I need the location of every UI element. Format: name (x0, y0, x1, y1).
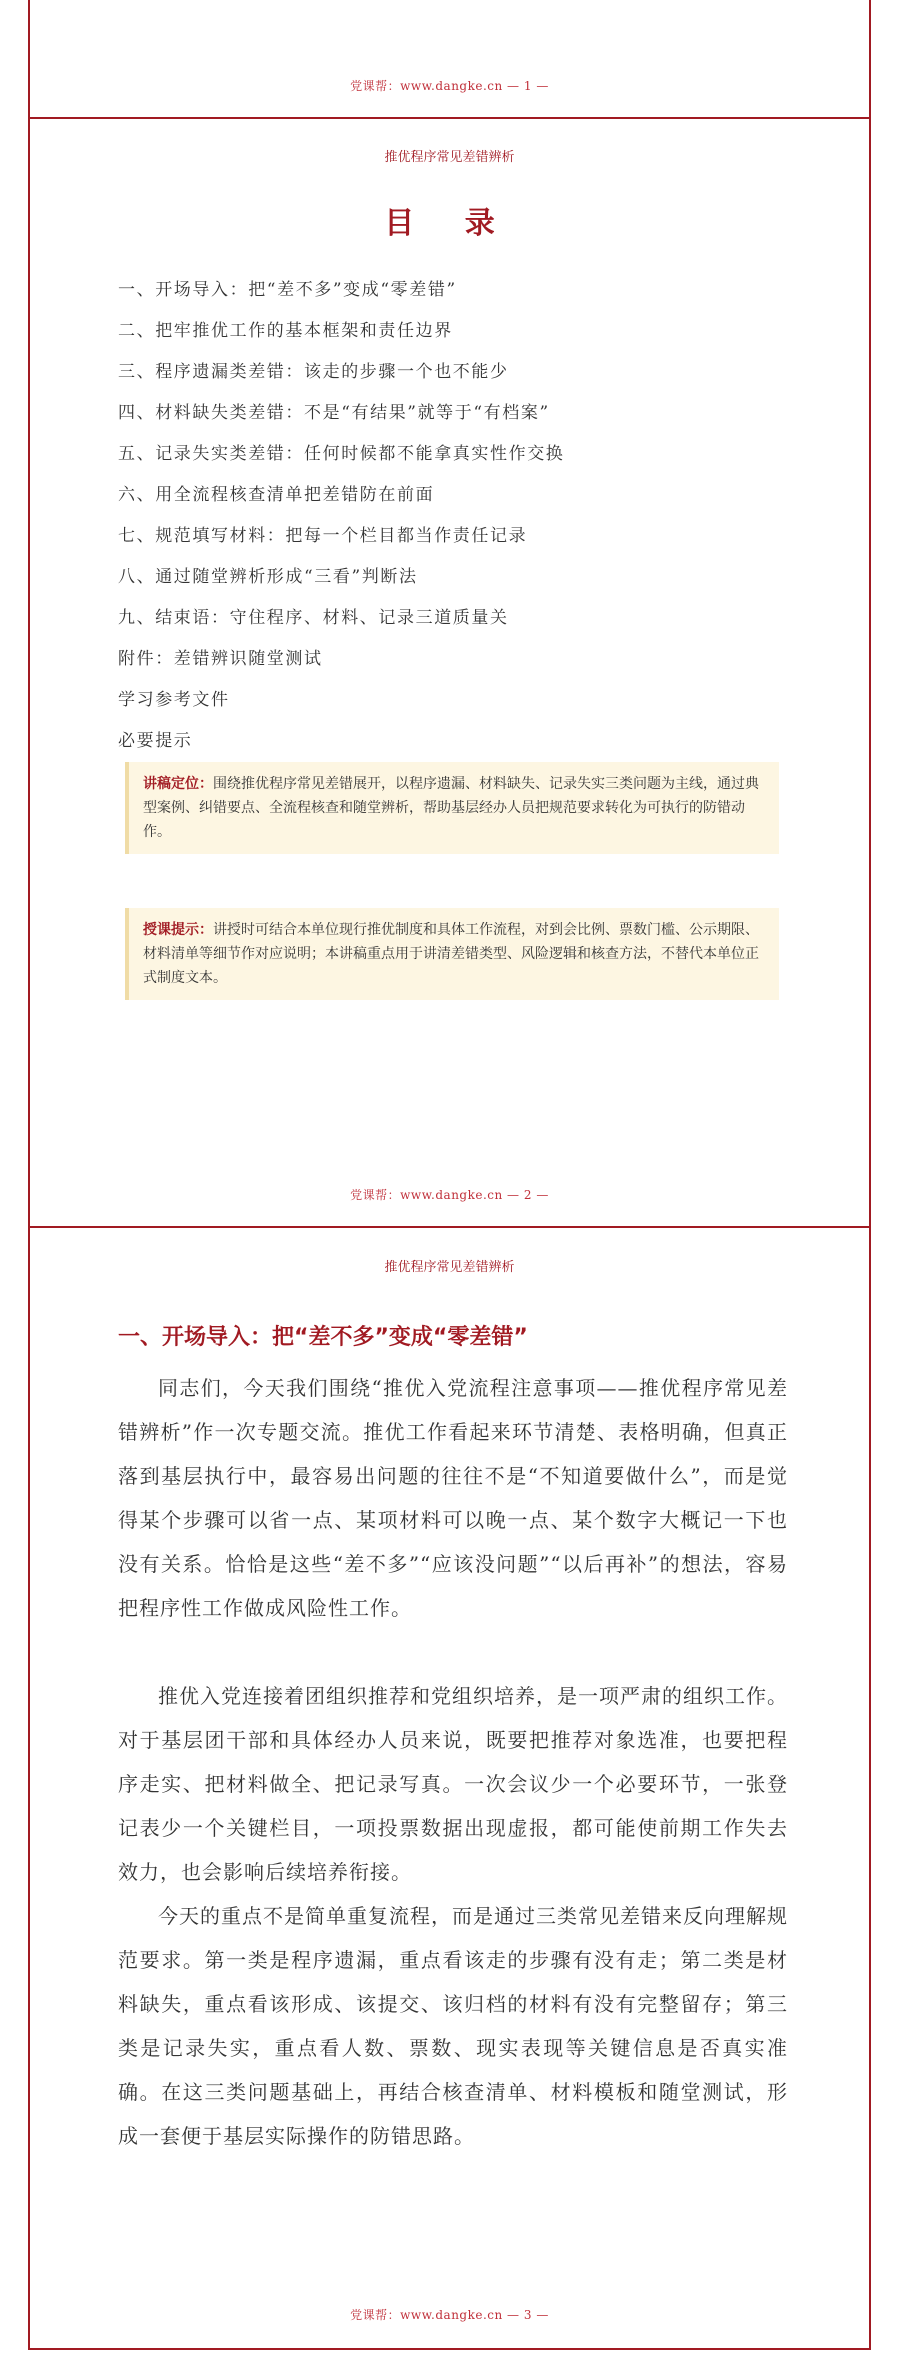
running-header-page-2: 推优程序常见差错辨析 (384, 150, 515, 165)
page-footer-2: 党课帮：www.dangke.cn — 2 — (350, 1188, 549, 1202)
body-paragraph: 同志们，今天我们围绕“推优入党流程注意事项——推优程序常见差错辨析”作一次专题交流。推优工作看起来环节清楚、表格明确，但真正落到基层执行中，最容易出问题的往往不是“不知道要做什么”，而是觉得某个步骤可以省一点、某项材料可以晚一点、某个数字大概记一下也没有关系。恰恰是这些“差不多”“应该没问题”“以后再补”的想法，容易把程序性工作做成风险性工作。 (118, 1376, 788, 1620)
toc-item[interactable]: 一、开场导入：把“差不多”变成“零差错” (118, 280, 457, 300)
toc-item[interactable]: 八、通过随堂辨析形成“三看”判断法 (118, 567, 418, 587)
body-paragraph: 今天的重点不是简单重复流程，而是通过三类常见差错来反向理解规范要求。第一类是程序遗漏，重点看该走的步骤有没有走；第二类是材料缺失，重点看该形成、该提交、该归档的材料有没有完整留存；第三类是记录失实，重点看人数、票数、现实表现等关键信息是否真实准确。在这三类问题基础上，再结合核查清单、材料模板和随堂测试，形成一套便于基层实际操作的防错思路。 (118, 1904, 788, 2148)
page-frame-1 (28, 0, 871, 118)
page-divider-3 (28, 2348, 871, 2350)
toc-item[interactable]: 七、规范填写材料：把每一个栏目都当作责任记录 (118, 526, 528, 546)
toc-item[interactable]: 六、用全流程核查清单把差错防在前面 (118, 485, 435, 505)
toc-item[interactable]: 学习参考文件 (118, 690, 230, 710)
note-teaching-tips (125, 908, 779, 1000)
table-of-contents (118, 270, 564, 762)
toc-item[interactable]: 三、程序遗漏类差错：该走的步骤一个也不能少 (118, 362, 509, 382)
running-header-page-3: 推优程序常见差错辨析 (384, 1260, 515, 1275)
note-lead: 讲稿定位： (143, 776, 213, 792)
toc-item[interactable]: 九、结束语：守住程序、材料、记录三道质量关 (118, 608, 509, 628)
page-footer-1: 党课帮：www.dangke.cn — 1 — (350, 79, 549, 93)
toc-title: 目 录 (384, 206, 515, 241)
note-text: 围绕推优程序常见差错展开，以程序遗漏、材料缺失、记录失实三类问题为主线，通过典型案例、纠错要点、全流程核查和随堂辨析，帮助基层经办人员把规范要求转化为可执行的防错动作。 (143, 776, 759, 840)
section-title: 一、开场导入：把“差不多”变成“零差错” (118, 1325, 528, 1350)
toc-item[interactable]: 四、材料缺失类差错：不是“有结果”就等于“有档案” (118, 403, 550, 423)
toc-item[interactable]: 附件：差错辨识随堂测试 (118, 649, 323, 669)
toc-item[interactable]: 五、记录失实类差错：任何时候都不能拿真实性作交换 (118, 444, 565, 464)
toc-item[interactable]: 必要提示 (118, 731, 193, 751)
page-footer-3: 党课帮：www.dangke.cn — 3 — (350, 2308, 549, 2322)
body-paragraph: 推优入党连接着团组织推荐和党组织培养，是一项严肃的组织工作。对于基层团干部和具体经办人员来说，既要把推荐对象选准，也要把程序走实、把材料做全、把记录写真。一次会议少一个必要环节，一张登记表少一个关键栏目，一项投票数据出现虚报，都可能使前期工作失去效力，也会影响后续培养衔接。 (118, 1684, 788, 1884)
note-lead: 授课提示： (143, 922, 213, 938)
note-text: 讲授时可结合本单位现行推优制度和具体工作流程，对到会比例、票数门槛、公示期限、材料清单等细节作对应说明；本讲稿重点用于讲清差错类型、风险逻辑和核查方法，不替代本单位正式制度文本。 (143, 922, 759, 986)
note-positioning (125, 762, 779, 854)
toc-item[interactable]: 二、把牢推优工作的基本框架和责任边界 (118, 321, 453, 341)
